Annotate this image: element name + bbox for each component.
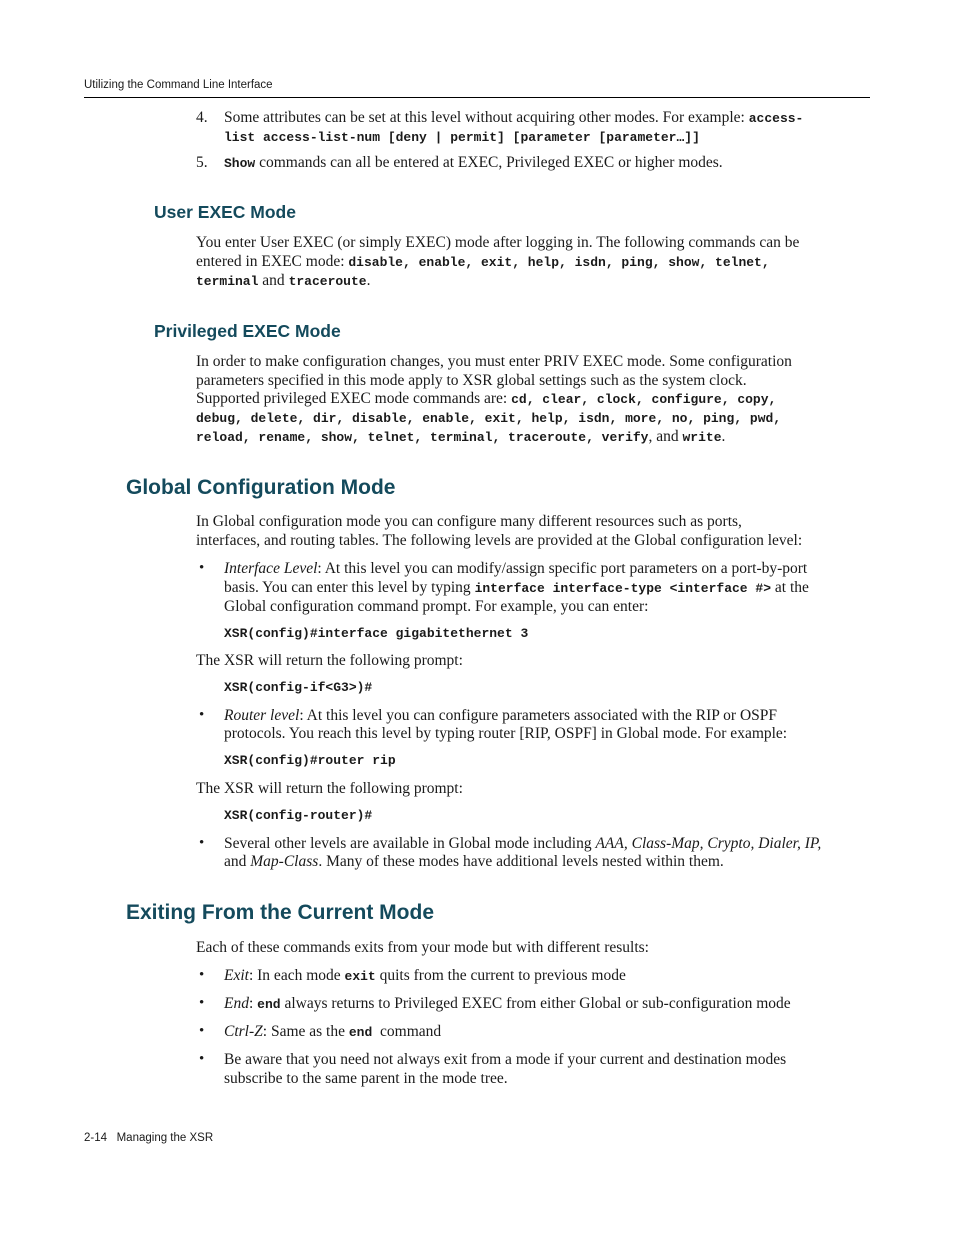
bullet-line	[224, 559, 807, 578]
inline-code: access-	[748, 111, 804, 126]
text: . Many of these modes have additional levels nested within them.	[318, 853, 724, 870]
text: , and	[648, 428, 683, 445]
text: always returns to Privileged EXEC from either Global or sub-configuration mode	[280, 995, 791, 1012]
inline-code: traceroute	[288, 274, 367, 289]
text: :	[248, 995, 258, 1012]
list-item-number: 4.	[196, 109, 208, 126]
header-rule	[84, 97, 870, 98]
term: Router level	[224, 707, 300, 724]
paragraph-line	[196, 408, 781, 428]
inline-code: exit	[344, 969, 376, 984]
bullet-line: subscribe to the same parent in the mode tree.	[224, 1070, 508, 1087]
paragraph-line	[196, 427, 725, 447]
code-example: XSR(config)#interface gigabitethernet 3	[224, 626, 529, 641]
paragraph-line	[196, 252, 770, 272]
page-footer: 2-14 Managing the XSR	[84, 1132, 214, 1144]
bullet-line	[224, 994, 791, 1014]
inline-code: end	[348, 1025, 373, 1040]
bullet-line	[224, 834, 821, 853]
text: : At this level you can modify/assign specific port parameters on a port-by-port	[317, 560, 808, 577]
bullet-line	[224, 1022, 441, 1042]
bullet: •	[199, 1023, 205, 1039]
bullet-line: protocols. You reach this level by typing router [RIP, OSPF] in Global mode. For example:	[224, 725, 788, 742]
list-item-text: commands can all be entered at EXEC, Privileged EXEC or higher modes.	[255, 154, 723, 171]
bullet: •	[199, 835, 205, 851]
paragraph-line: You enter User EXEC (or simply EXEC) mode after logging in. The following commands can be	[196, 234, 800, 251]
italic-terms: AAA, Class-Map, Crypto, Dialer, IP,	[595, 835, 822, 852]
text: .	[366, 272, 371, 289]
text: : At this level you can configure parameters associated with the RIP or OSPF	[299, 707, 778, 724]
text: : Same as the	[262, 1023, 349, 1040]
inline-code: list access-list-num [deny | permit] [parameter [parameter…]]	[224, 130, 700, 145]
list-item-4-line2	[224, 127, 700, 147]
term: Exit	[224, 967, 249, 984]
text: entered in EXEC mode:	[196, 253, 349, 270]
paragraph-line	[196, 389, 776, 409]
text: basis. You can enter this level by typing	[224, 579, 475, 596]
inline-code: reload, rename, show, telnet, terminal, traceroute, verify	[196, 430, 649, 445]
list-item-text: Some attributes can be set at this level without acquiring other modes. For example:	[224, 109, 745, 126]
section-heading-privileged-exec: Privileged EXEC Mode	[154, 321, 341, 341]
paragraph-line: The XSR will return the following prompt:	[196, 780, 463, 797]
running-header: Utilizing the Command Line Interface	[84, 79, 273, 91]
inline-code: terminal	[196, 274, 259, 289]
bullet: •	[199, 1051, 205, 1067]
inline-code: Show	[224, 156, 256, 171]
code-prompt: XSR(config-router)#	[224, 808, 373, 823]
paragraph-line: In order to make configuration changes, you must enter PRIV EXEC mode. Some configuration	[196, 353, 792, 370]
paragraph-line: The XSR will return the following prompt:	[196, 652, 463, 669]
text: Several other levels are available in Global mode including	[224, 835, 596, 852]
section-heading-global-config: Global Configuration Mode	[126, 476, 396, 499]
paragraph-line	[196, 271, 370, 291]
bullet-line	[224, 966, 626, 986]
section-heading-exiting: Exiting From the Current Mode	[126, 901, 435, 924]
bullet-line: Be aware that you need not always exit from a mode if your current and destination modes	[224, 1051, 787, 1068]
text: Supported privileged EXEC mode commands are:	[196, 390, 512, 407]
section-heading-user-exec: User EXEC Mode	[154, 202, 296, 222]
bullet-line: Global configuration command prompt. For example, you can enter:	[224, 598, 649, 615]
list-item-number: 5.	[196, 154, 208, 171]
paragraph-line: parameters specified in this mode apply to XSR global settings such as the system clock.	[196, 372, 747, 389]
bullet: •	[199, 560, 205, 576]
text: quits from the current to previous mode	[375, 967, 626, 984]
text: command	[372, 1023, 442, 1040]
text: at the	[771, 579, 809, 596]
paragraph-line: In Global configuration mode you can configure many different resources such as ports,	[196, 513, 742, 530]
list-item-5	[224, 153, 723, 173]
inline-code: disable, enable, exit, help, isdn, ping, show, telnet,	[348, 255, 770, 270]
paragraph-line: interfaces, and routing tables. The following levels are provided at the Global configuration level:	[196, 532, 803, 549]
text: and	[224, 853, 251, 870]
bullet: •	[199, 995, 205, 1011]
italic-term: Map-Class	[250, 853, 319, 870]
text: and	[258, 272, 289, 289]
text: .	[721, 428, 726, 445]
bullet-line	[224, 852, 724, 871]
text: : In each mode	[248, 967, 345, 984]
inline-code: cd, clear, clock, configure, copy,	[511, 392, 777, 407]
bullet: •	[199, 707, 205, 723]
bullet-line	[224, 706, 777, 725]
term: Interface Level	[224, 560, 318, 577]
inline-code: end	[257, 997, 281, 1012]
term: Ctrl-Z	[224, 1023, 263, 1040]
inline-code: interface interface-type <interface #>	[474, 581, 772, 596]
term: End	[224, 995, 249, 1012]
code-example: XSR(config)#router rip	[224, 753, 396, 768]
inline-code: debug, delete, dir, disable, enable, exit, help, isdn, more, no, ping, pwd,	[196, 411, 782, 426]
bullet: •	[199, 967, 205, 983]
list-item-4-line1	[224, 108, 874, 128]
paragraph-line: Each of these commands exits from your mode but with different results:	[196, 939, 649, 956]
code-prompt: XSR(config-if<G3>)#	[224, 680, 373, 695]
bullet-line	[224, 578, 809, 598]
inline-code: write	[682, 430, 722, 445]
